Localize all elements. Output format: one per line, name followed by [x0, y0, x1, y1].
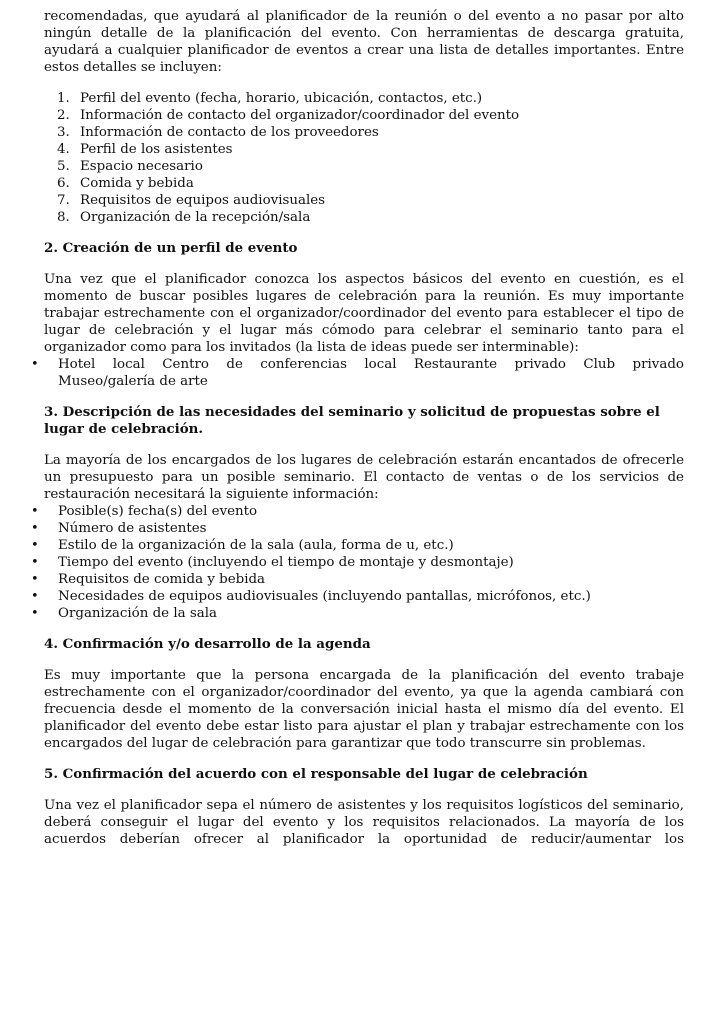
list-item: [31, 520, 684, 537]
list-number: 6.: [57, 176, 70, 191]
list-item: [44, 209, 684, 226]
venue-types-line: Hotel local Centro de conferencias local Restaurante privado Club privado: [58, 357, 684, 372]
list-item: [31, 537, 684, 554]
list-item: [31, 356, 684, 390]
section-3-paragraph: La mayoría de los encargados de los lugares de celebración estarán encantados de ofrecerle un presupuesto para un posible seminario. El contacto de ventas o de los servicios de restauración necesitará la siguiente información:: [44, 453, 684, 502]
list-number: 7.: [57, 193, 70, 208]
venue-types-line: Museo/galería de arte: [58, 374, 208, 389]
list-item-text: Espacio necesario: [80, 159, 203, 174]
detail-list: [44, 90, 684, 226]
list-item: [44, 90, 684, 107]
list-item-text: Perfil de los asistentes: [80, 142, 233, 157]
bullet-icon: •: [31, 357, 39, 372]
list-item-text: Requisitos de equipos audiovisuales: [80, 193, 326, 208]
intro-paragraph: recomendadas, que ayudará al planificador de la reunión o del evento a no pasar por alto ningún detalle de la planificación del evento. Con herramientas de descarga gratuita, ayudará a cualquier planificador de eventos a crear una lista de detalles importantes. Entre estos detalles se incluyen:: [44, 9, 684, 75]
list-item-text: Organización de la recepción/sala: [80, 210, 311, 225]
bullet-icon: •: [31, 606, 39, 621]
list-item-text: Información de contacto de los proveedores: [80, 125, 379, 140]
list-item-text: Tiempo del evento (incluyendo el tiempo de montaje y desmontaje): [58, 555, 514, 570]
list-item-text: Requisitos de comida y bebida: [58, 572, 266, 587]
list-item: [31, 503, 684, 520]
section-3-heading: 3. Descripción de las necesidades del seminario y solicitud de propuestas sobre el lugar de celebración.: [44, 404, 660, 437]
bullet-icon: •: [31, 555, 39, 570]
bullet-icon: •: [31, 538, 39, 553]
list-number: 4.: [57, 142, 70, 157]
list-item: [44, 141, 684, 158]
list-item-text: Número de asistentes: [58, 521, 207, 536]
document-page: [31, 8, 684, 848]
list-number: 1.: [57, 91, 70, 106]
bullet-icon: •: [31, 589, 39, 604]
list-item: [44, 175, 684, 192]
section-2-paragraph: Una vez que el planificador conozca los aspectos básicos del evento en cuestión, es el momento de buscar posibles lugares de celebración para la reunión. Es muy importante trabajar estrechamente con el organizador/coordinador del evento para establecer el tipo de lugar de celebración y el lugar más cómodo para celebrar el seminario tanto para el organizador como para los invitados (la lista de ideas puede ser interminable):: [44, 272, 684, 355]
required-info-list: [31, 503, 684, 622]
bullet-icon: •: [31, 521, 39, 536]
list-item-text: Información de contacto del organizador/coordinador del evento: [80, 108, 520, 123]
section-5-heading: 5. Confirmación del acuerdo con el responsable del lugar de celebración: [44, 766, 588, 782]
list-item-text: Posible(s) fecha(s) del evento: [58, 504, 258, 519]
list-number: 8.: [57, 210, 70, 225]
section-2-heading: 2. Creación de un perfil de evento: [44, 240, 298, 256]
list-item-text: Necesidades de equipos audiovisuales (incluyendo pantallas, micrófonos, etc.): [58, 589, 591, 604]
list-item-text: Comida y bebida: [80, 176, 194, 191]
list-item: [44, 192, 684, 209]
list-number: 5.: [57, 159, 70, 174]
list-item: [44, 158, 684, 175]
bullet-icon: •: [31, 504, 39, 519]
venue-type-list: [31, 356, 684, 390]
list-item-text: Perfil del evento (fecha, horario, ubicación, contactos, etc.): [80, 91, 483, 106]
list-item: [31, 554, 684, 571]
list-item-text: Organización de la sala: [58, 606, 218, 621]
list-number: 2.: [57, 108, 70, 123]
section-5-paragraph: Una vez el planificador sepa el número de asistentes y los requisitos logísticos del seminario, deberá conseguir el lugar del evento y los requisitos relacionados. La mayoría de los acuerdos deberían ofrecer al planificador la oportunidad de reducir/aumentar los: [44, 798, 684, 847]
section-4-paragraph: Es muy importante que la persona encargada de la planificación del evento trabaje estrechamente con el organizador/coordinador del evento, ya que la agenda cambiará con frecuencia desde el momento de la conversación inicial hasta el mismo día del evento. El planificador del evento debe estar listo para ajustar el plan y trabajar estrechamente con los encargados del lugar de celebración para garantizar que todo transcurre sin problemas.: [44, 668, 684, 751]
section-4-heading: 4. Confirmación y/o desarrollo de la agenda: [44, 636, 371, 652]
list-item: [31, 571, 684, 588]
bullet-icon: •: [31, 572, 39, 587]
list-item: [31, 588, 684, 605]
list-item: [31, 605, 684, 622]
list-item-text: Estilo de la organización de la sala (aula, forma de u, etc.): [58, 538, 454, 553]
list-number: 3.: [57, 125, 70, 140]
list-item: [44, 124, 684, 141]
list-item: [44, 107, 684, 124]
